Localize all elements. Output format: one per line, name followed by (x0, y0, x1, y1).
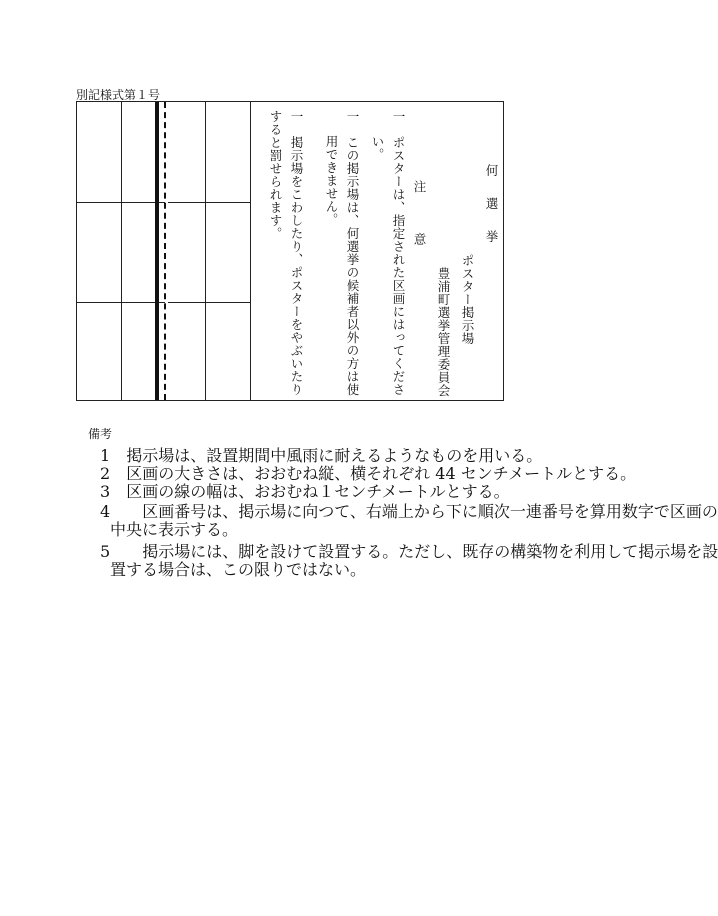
poster-board (76, 101, 504, 401)
section-divider-thick (155, 102, 159, 400)
caution-item: 一 掲示場をこわしたり、ポスターをやぶいたり すると罰せられます。 (268, 110, 304, 396)
caution-heading: 注 意 (412, 180, 427, 250)
remark-item: 1 掲示場は、設置期間中風雨に耐えるようなものを用いる。 (100, 446, 543, 465)
remark-item-continuation: 置する場合は、この限りではない。 (110, 560, 367, 579)
grid-row-divider (168, 302, 250, 303)
caution-item: 一 ポスターは、指定された区画にはってくださ い。 (370, 110, 406, 396)
grid-column-divider (205, 102, 206, 400)
remark-item-continuation: 中央に表示する。 (110, 520, 239, 539)
remark-item: 2 区画の大きさは、おおむね縦、横それぞれ 44 センチメートルとする。 (100, 464, 637, 483)
remark-item: 3 区画の線の幅は、おおむね１センチメートルとする。 (100, 482, 510, 501)
election-name: 何 選 挙 (484, 164, 499, 247)
remark-item: 5 掲示場には、脚を設けて設置する。ただし、既存の構築物を利用して掲示場を設 (100, 542, 718, 561)
committee-name: 豊浦町選挙管理委員会 (436, 267, 451, 397)
grid-row-divider (168, 202, 250, 203)
grid-column-divider (250, 102, 251, 400)
section-divider-dashed (164, 102, 166, 400)
board-name: ポスター掲示場 (460, 254, 475, 345)
caution-item: 一 この掲示場は、何選挙の候補者以外の方は使 用できません。 (324, 110, 360, 396)
grid-column-divider (121, 102, 122, 400)
remarks-title: 備考 (88, 427, 113, 441)
form-label: 別記様式第１号 (76, 88, 161, 102)
remark-item: 4 区画番号は、掲示場に向つて、右端上から下に順次一連番号を算用数字で区画の (100, 502, 718, 521)
